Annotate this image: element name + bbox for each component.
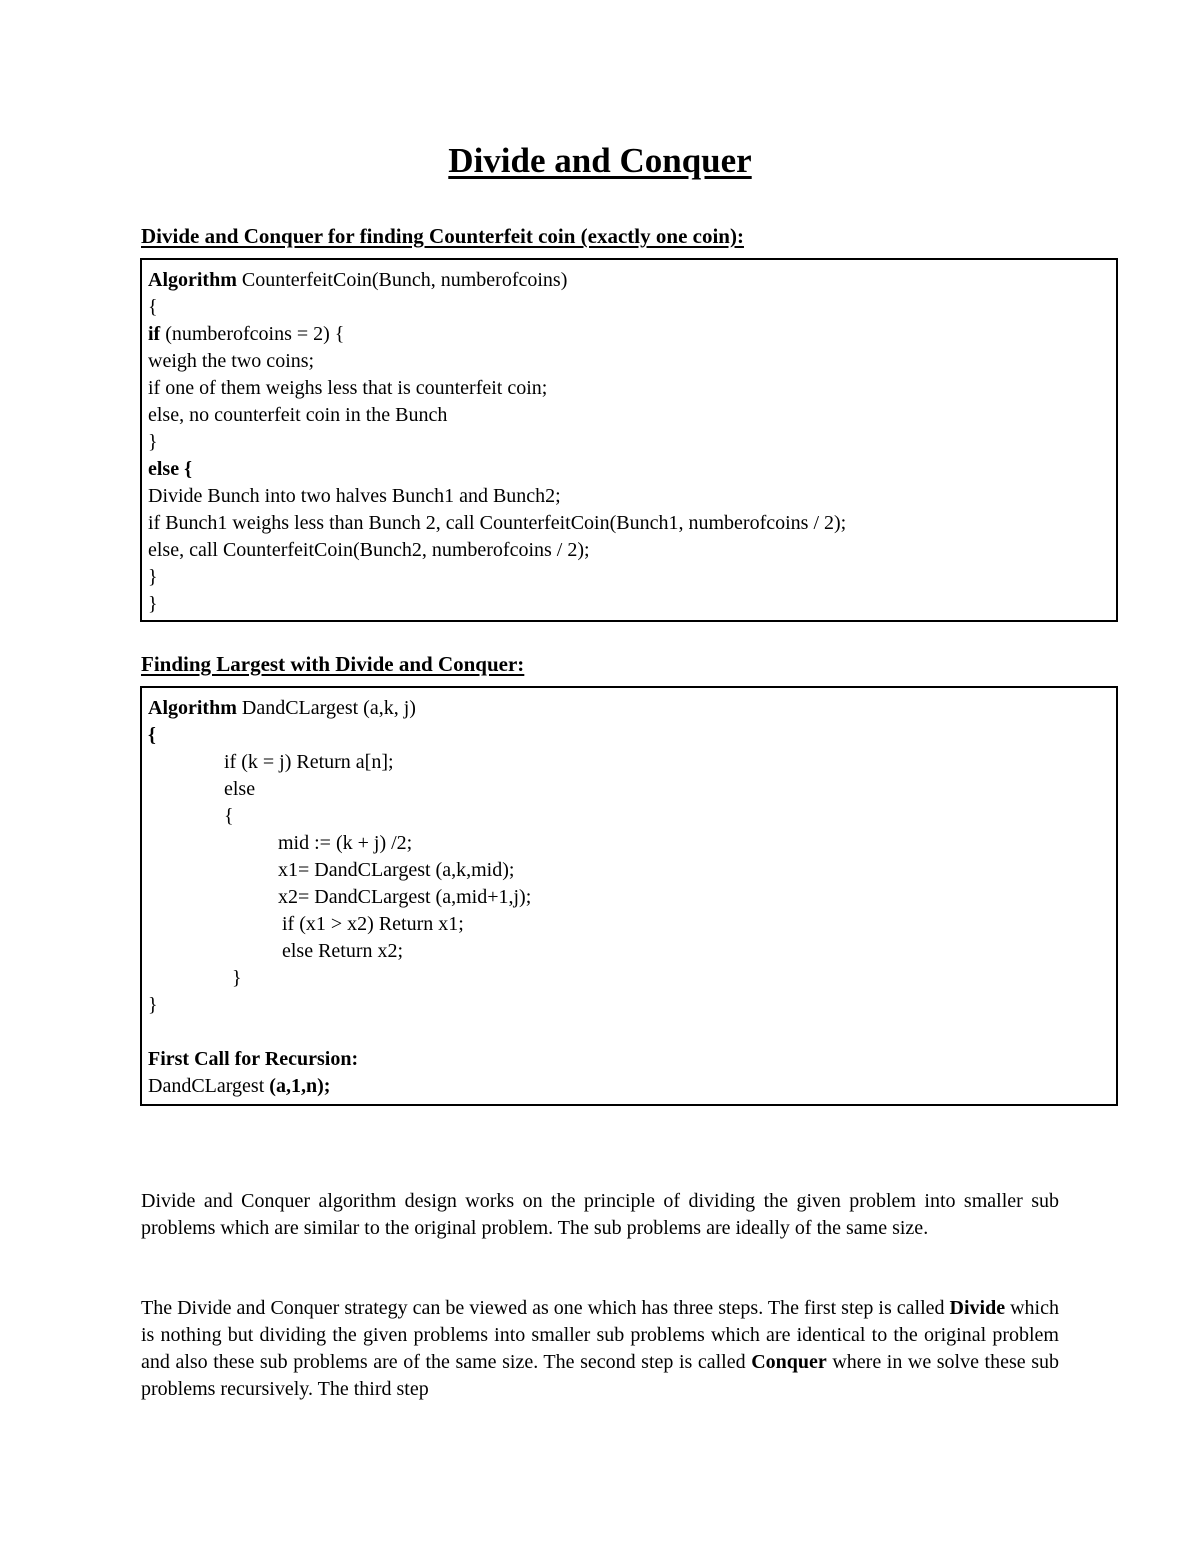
code-line: else: [224, 778, 256, 800]
code-line: else, call CounterfeitCoin(Bunch2, numberofcoins / 2);: [148, 539, 590, 561]
page-title: Divide and Conquer: [448, 141, 752, 180]
code-line: }: [148, 566, 158, 588]
code-line: if Bunch1 weighs less than Bunch 2, call CounterfeitCoin(Bunch1, numberofcoins / 2);: [148, 512, 847, 534]
term-conquer: Conquer: [751, 1351, 827, 1373]
counterfeit-algorithm-box: [140, 258, 1118, 622]
code-line: weigh the two coins;: [148, 350, 315, 372]
code-line: mid := (k + j) /2;: [278, 832, 413, 854]
code-line: {: [148, 724, 156, 746]
largest-section-heading: Finding Largest with Divide and Conquer:: [141, 652, 525, 676]
code-line: }: [232, 967, 242, 989]
intro-paragraph: Divide and Conquer algorithm design works on the principle of dividing the given problem into smaller sub problems which are similar to the original problem. The sub problems are ideally of the same size.: [141, 1190, 1059, 1239]
code-line: {: [148, 296, 158, 318]
code-text: (numberofcoins = 2) {: [160, 323, 345, 345]
blank-line: [148, 1019, 1110, 1046]
code-line: if (k = j) Return a[n];: [224, 751, 394, 773]
term-divide: Divide: [949, 1297, 1006, 1319]
code-line: x1= DandCLargest (a,k,mid);: [278, 859, 515, 881]
code-line: [148, 267, 1110, 294]
code-line: [148, 1073, 1110, 1100]
code-line: }: [148, 593, 158, 615]
counterfeit-section-heading: Divide and Conquer for finding Counterfeit coin (exactly one coin):: [141, 224, 744, 248]
paragraph-text: The Divide and Conquer strategy can be viewed as one which has three steps. The first step is called: [141, 1297, 950, 1319]
keyword-algorithm: Algorithm: [148, 269, 237, 291]
code-line: else Return x2;: [282, 940, 404, 962]
first-call-args: (a,1,n);: [269, 1075, 331, 1097]
code-line: [148, 321, 1110, 348]
code-line: }: [148, 431, 158, 453]
code-text: CounterfeitCoin(Bunch, numberofcoins): [236, 269, 568, 291]
code-line: else, no counterfeit coin in the Bunch: [148, 404, 448, 426]
code-line: if (x1 > x2) Return x1;: [282, 913, 464, 935]
code-line: if one of them weighs less that is counterfeit coin;: [148, 377, 548, 399]
code-line: {: [224, 805, 234, 827]
first-call-label: First Call for Recursion:: [148, 1048, 359, 1070]
code-line: }: [148, 994, 158, 1016]
paragraph-text: which is nothing but dividing the given problems into smaller sub problems which are identical to the original problem and also these sub problems are of the same size. The second step is called: [141, 1297, 1059, 1373]
paragraph-text: where in we solve these sub problems recursively. The third step: [141, 1351, 1060, 1400]
keyword-if: if: [148, 323, 161, 345]
code-line: [148, 695, 1110, 722]
code-line-else: else {: [148, 458, 192, 480]
code-text: DandCLargest (a,k, j): [236, 697, 416, 719]
keyword-algorithm: Algorithm: [148, 697, 237, 719]
code-line: Divide Bunch into two halves Bunch1 and Bunch2;: [148, 485, 561, 507]
largest-algorithm-box: [140, 686, 1118, 1106]
first-call-function: DandCLargest: [148, 1075, 270, 1097]
code-line: x2= DandCLargest (a,mid+1,j);: [278, 886, 532, 908]
strategy-paragraph: [141, 1295, 1059, 1403]
